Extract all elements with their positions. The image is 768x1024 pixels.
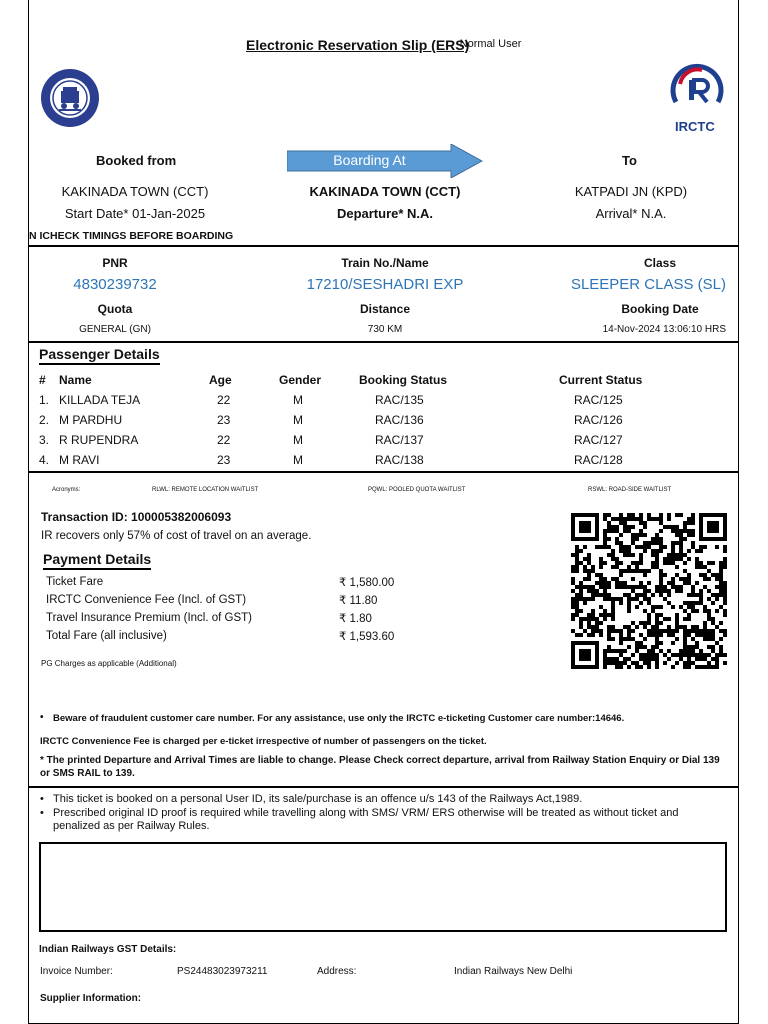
divider (28, 471, 739, 473)
address-label: Address: (317, 966, 357, 977)
distance-value: 730 KM (367, 324, 403, 335)
payment-label: IRCTC Convenience Fee (Incl. of GST) (46, 594, 247, 606)
to-label: To (622, 153, 637, 168)
payment-amount: ₹ 1,593.60 (339, 631, 395, 643)
start-date: Start Date* 01-Jan-2025 (64, 206, 206, 221)
acronym-pqwl: PQWL: POOLED QUOTA WAITLIST (368, 487, 466, 493)
passenger-number: 2. (39, 413, 50, 427)
pnr-label: PNR (102, 256, 128, 270)
booking-date-value: 14-Nov-2024 13:06:10 HRS (602, 324, 726, 335)
passenger-booking-status: RAC/136 (375, 413, 424, 427)
passenger-age: 22 (217, 433, 231, 447)
payment-label: Ticket Fare (46, 576, 104, 588)
passenger-number: 4. (39, 453, 50, 467)
payment-details-title: Payment Details (43, 551, 151, 570)
transaction-id: Transaction ID: 100005382006093 (41, 510, 232, 524)
passenger-gender: M (293, 433, 303, 447)
passenger-booking-status: RAC/135 (375, 393, 424, 407)
payment-amount: ₹ 11.80 (339, 595, 378, 607)
checkin-note: N ICHECK TIMINGS BEFORE BOARDING (29, 230, 234, 242)
acronyms-label: Acronyms: (52, 487, 81, 493)
personal-id-notice: This ticket is booked on a personal User ID, its sale/purchase is an offence u/s 143 of the Railways Act,1989. (53, 793, 583, 805)
boarding-at-label: Boarding At (333, 152, 406, 168)
recovery-note: IR recovers only 57% of cost of travel on an average. (41, 530, 312, 542)
passenger-table-header (39, 370, 709, 390)
quota-value: GENERAL (GN) (79, 324, 151, 335)
irctc-logo-text: IRCTC (675, 119, 715, 134)
col-header-booking-status: Booking Status (359, 373, 448, 387)
indian-railways-logo-icon (39, 67, 101, 129)
fraud-notice-bullet: • (40, 712, 44, 723)
divider (28, 786, 739, 788)
bullet: • (40, 793, 44, 805)
payment-amount: ₹ 1.80 (339, 613, 372, 625)
acronym-rswl: RSWL: ROAD-SIDE WAITLIST (588, 487, 672, 493)
irctc-logo-icon (666, 62, 728, 112)
invoice-number: PS24483023973211 (177, 966, 268, 977)
passenger-gender: M (293, 393, 303, 407)
passenger-name: KILLADA TEJA (59, 393, 141, 407)
gst-title: Indian Railways GST Details: (39, 944, 177, 955)
pnr-number: 4830239732 (73, 276, 157, 293)
passenger-current-status: RAC/126 (574, 413, 623, 427)
ers-title: Electronic Reservation Slip (ERS) (246, 37, 470, 53)
fraud-notice: Beware of fraudulent customer care number. For any assistance, use only the IRCTC e-ticketing Customer care number:14646. (53, 713, 625, 724)
table-row (39, 450, 709, 470)
passenger-current-status: RAC/125 (574, 393, 623, 407)
acronym-rlwl: RLWL: REMOTE LOCATION WAITLIST (152, 487, 259, 493)
passenger-age: 22 (217, 393, 231, 407)
passenger-gender: M (293, 453, 303, 467)
train-number-name: 17210/SESHADRI EXP (306, 276, 464, 293)
col-header-name: Name (59, 373, 92, 387)
passenger-booking-status: RAC/137 (375, 433, 424, 447)
pg-charges-note: PG Charges as applicable (Additional) (41, 659, 177, 668)
col-header-current-status: Current Status (559, 373, 643, 387)
supplier-info-label: Supplier Information: (40, 993, 142, 1004)
departure-time: Departure* N.A. (336, 206, 434, 221)
to-station: KATPADI JN (KPD) (574, 184, 688, 199)
passenger-name: M PARDHU (59, 413, 123, 427)
timing-notice: * The printed Departure and Arrival Times are liable to change. Please Check correct departure, arrival from Railway Station Enquiry or Dial 139 or SMS RAIL to 139. (40, 755, 720, 779)
bullet: • (40, 807, 44, 819)
divider (28, 245, 739, 247)
col-header-gender: Gender (279, 373, 322, 387)
passenger-age: 23 (217, 453, 231, 467)
passenger-gender: M (293, 413, 303, 427)
passenger-number: 1. (39, 393, 50, 407)
passenger-details-title: Passenger Details (39, 346, 160, 365)
train-label: Train No./Name (341, 256, 429, 270)
from-station: KAKINADA TOWN (CCT) (61, 184, 209, 199)
booked-from-label: Booked from (96, 153, 177, 168)
passenger-booking-status: RAC/138 (375, 453, 424, 467)
blank-box (39, 842, 727, 932)
address-value: Indian Railways New Delhi (454, 966, 573, 977)
class-label: Class (643, 256, 677, 270)
id-proof-notice: Prescribed original ID proof is required while travelling along with SMS/ VRM/ ERS otherwise will be treated as without ticket and penalized as per Railway Rules. (53, 807, 679, 832)
distance-label: Distance (359, 302, 411, 316)
convenience-fee-notice: IRCTC Convenience Fee is charged per e-ticket irrespective of number of passengers on the ticket. (40, 736, 487, 747)
table-row (39, 410, 709, 430)
arrival-time: Arrival* N.A. (595, 206, 667, 221)
passenger-name: R RUPENDRA (59, 433, 139, 447)
passenger-current-status: RAC/128 (574, 453, 623, 467)
col-header-age: Age (209, 373, 232, 387)
payment-row (46, 627, 394, 645)
travel-class: SLEEPER CLASS (SL) (570, 276, 726, 293)
payment-row (46, 573, 394, 591)
ers-subtitle: -Normal User (456, 38, 522, 50)
passenger-number: 3. (39, 433, 50, 447)
payment-row (46, 591, 394, 609)
passenger-current-status: RAC/127 (574, 433, 623, 447)
payment-label: Travel Insurance Premium (Incl. of GST) (46, 612, 252, 624)
passenger-age: 23 (217, 413, 231, 427)
table-row (39, 430, 709, 450)
payment-label: Total Fare (all inclusive) (46, 630, 167, 642)
table-row (39, 390, 709, 410)
booking-date-label: Booking Date (621, 302, 699, 316)
quota-label: Quota (97, 302, 133, 316)
passenger-name: M RAVI (59, 453, 100, 467)
divider (28, 341, 739, 343)
payment-amount: ₹ 1,580.00 (339, 577, 395, 589)
col-header-number: # (39, 373, 46, 387)
boarding-station: KAKINADA TOWN (CCT) (309, 184, 461, 199)
invoice-label: Invoice Number: (40, 966, 113, 977)
payment-table (46, 573, 394, 645)
qr-code-icon (571, 513, 727, 675)
passenger-table (39, 370, 709, 470)
payment-row (46, 609, 394, 627)
